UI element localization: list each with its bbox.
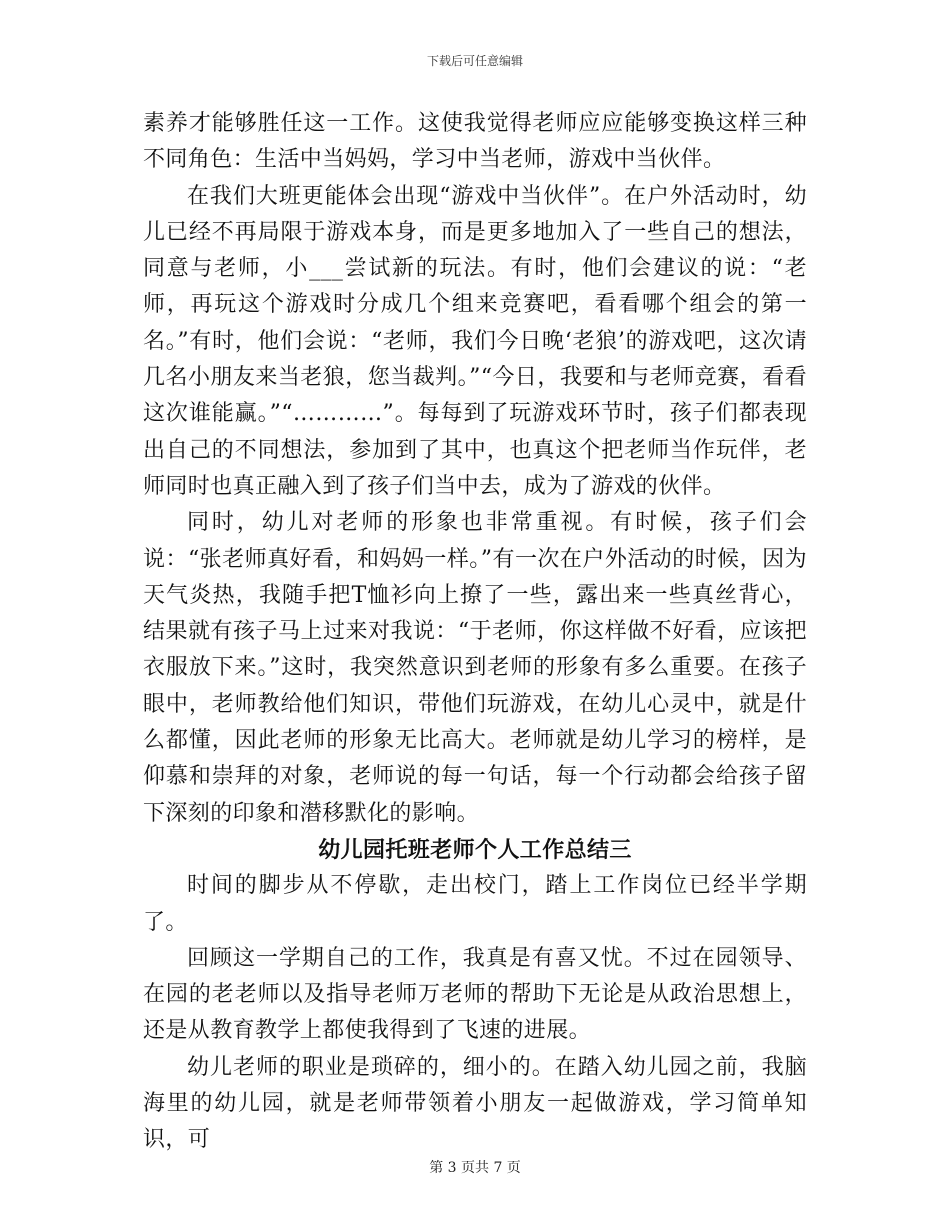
paragraph: 时间的脚步从不停歇，走出校门，踏上工作岗位已经半学期了。 — [143, 873, 807, 935]
paragraph: 素养才能够胜任这一工作。这使我觉得老师应应能够变换这样三种不同角色：生活中当妈妈，学习中当老师，游戏中当伙伴。 — [143, 111, 807, 173]
page-footer: 第 3 页共 7 页 — [429, 1160, 521, 1176]
page-header: 下载后可任意编辑 — [426, 54, 523, 68]
section-title: 幼儿园托班老师个人工作总结三 — [318, 836, 632, 863]
paragraph: 在我们大班更能体会出现“游戏中当伙伴”。在户外活动时，幼儿已经不再局限于游戏本身，而是更多地加入了一些自己的想法，同意与老师，小___尝试新的玩法。有时，他们会建议的说：“老师，再玩这个游戏时分成几个组来竞赛吧，看看哪个组会的第一名。”有时，他们会说：“老师，我们今日晚‘老狼’的游戏吧，这次请几名小朋友来当老狼，您当裁判。”“今日，我要和与老师竞赛，看看这次谁能赢。”“…………”。每每到了玩游戏环节时，孩子们都表现出自己的不同想法，参加到了其中，也真这个把老师当作玩伴，老师同时也真正融入到了孩子们当中去，成为了游戏的伙伴。 — [143, 183, 807, 499]
paragraph: 幼儿老师的职业是琐碎的，细小的。在踏入幼儿园之前，我脑海里的幼儿园，就是老师带领着小朋友一起做游戏，学习简单知识，可 — [143, 1054, 807, 1153]
paragraph: 回顾这一学期自己的工作，我真是有喜又忧。不过在园领导、在园的老老师以及指导老师万老师的帮助下无论是从政治思想上，还是从教育教学上都使我得到了飞速的进展。 — [143, 945, 807, 1044]
paragraph: 同时，幼儿对老师的形象也非常重视。有时候，孩子们会说：“张老师真好看，和妈妈一样。”有一次在户外活动的时候，因为天气炎热，我随手把T恤衫向上撩了一些，露出来一些真丝背心，结果就有孩子马上过来对我说：“于老师，你这样做不好看，应该把衣服放下来。”这时，我突然意识到老师的形象有多么重要。在孩子眼中，老师教给他们知识，带他们玩游戏，在幼儿心灵中，就是什么都懂，因此老师的形象无比高大。老师就是幼儿学习的榜样，是仰慕和崇拜的对象，老师说的每一句话，每一个行动都会给孩子留下深刻的印象和潜移默化的影响。 — [143, 510, 807, 826]
document-body — [143, 106, 807, 1159]
